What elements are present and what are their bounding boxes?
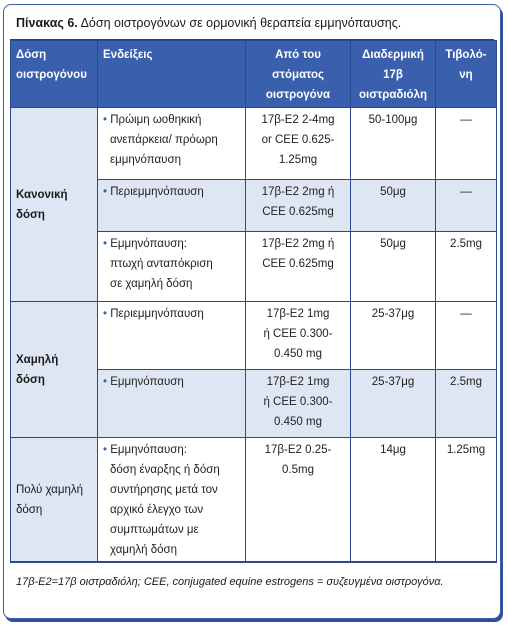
- transdermal-cell: 50-100μg: [351, 108, 436, 180]
- header-tibolone: Τιβολό- νη: [436, 41, 497, 108]
- indication-cell: • Πρώιμη ωοθηκική ανεπάρκεια/ πρόωρη εμμηνόπαυση: [98, 108, 246, 180]
- tibolone-cell: —: [436, 108, 497, 180]
- header-transdermal: Διαδερμική 17β οιστραδιόλη: [351, 41, 436, 108]
- table-row: [11, 108, 497, 180]
- table-row: [11, 438, 497, 563]
- tibolone-cell: 2.5mg: [436, 232, 497, 302]
- indication-cell: • Εμμηνόπαυση: δόση έναρξης ή δόση συντήρησης μετά τον αρχικό έλεγχο των συμπτωμάτων με χαμηλή δόση: [98, 438, 246, 563]
- oral-cell: 17β-Ε2 1mg ή CEE 0.300- 0.450 mg: [246, 302, 351, 370]
- category-low-dose: Χαμηλή δόση: [11, 302, 98, 438]
- table-title: [10, 12, 494, 40]
- category-normal-dose: Κανονική δόση: [11, 108, 98, 302]
- transdermal-cell: 25-37μg: [351, 370, 436, 438]
- table-row: [11, 302, 497, 370]
- transdermal-cell: 14μg: [351, 438, 436, 563]
- header-oral: Από του στόματος οιστρογόνα: [246, 41, 351, 108]
- indication-cell: • Περιεμμηνόπαυση: [98, 180, 246, 232]
- indication-cell: • Περιεμμηνόπαυση: [98, 302, 246, 370]
- oral-cell: 17β-Ε2 0.25- 0.5mg: [246, 438, 351, 563]
- oral-cell: 17β-Ε2 2mg ή CEE 0.625mg: [246, 232, 351, 302]
- table-footnote: 17β-Ε2=17β οιστραδιόλη; CEE, conjugated equine estrogens = συζευγμένα οιστρογόνα.: [10, 561, 496, 605]
- oral-cell: 17β-Ε2 2-4mg or CEE 0.625- 1.25mg: [246, 108, 351, 180]
- indication-cell: • Εμμηνόπαυση: πτωχή ανταπόκριση σε χαμηλή δόση: [98, 232, 246, 302]
- table-title-label: Πίνακας 6.: [16, 16, 78, 30]
- transdermal-cell: 25-37μg: [351, 302, 436, 370]
- tibolone-cell: —: [436, 302, 497, 370]
- header-indications: Ενδείξεις: [98, 41, 246, 108]
- transdermal-cell: 50μg: [351, 232, 436, 302]
- table-title-text: Δόση οιστρογόνων σε ορμονική θεραπεία εμμηνόπαυσης.: [77, 16, 402, 30]
- category-very-low-dose: Πολύ χαμηλή δόση: [11, 438, 98, 563]
- table-frame: [3, 4, 501, 619]
- dosage-table: [10, 40, 497, 563]
- oral-cell: 17β-Ε2 1mg ή CEE 0.300- 0.450 mg: [246, 370, 351, 438]
- indication-cell: • Εμμηνόπαυση: [98, 370, 246, 438]
- transdermal-cell: 50μg: [351, 180, 436, 232]
- header-row: [11, 41, 497, 108]
- tibolone-cell: 1.25mg: [436, 438, 497, 563]
- tibolone-cell: —: [436, 180, 497, 232]
- header-dose: Δόση οιστρογόνου: [11, 41, 98, 108]
- tibolone-cell: 2.5mg: [436, 370, 497, 438]
- oral-cell: 17β-Ε2 2mg ή CEE 0.625mg: [246, 180, 351, 232]
